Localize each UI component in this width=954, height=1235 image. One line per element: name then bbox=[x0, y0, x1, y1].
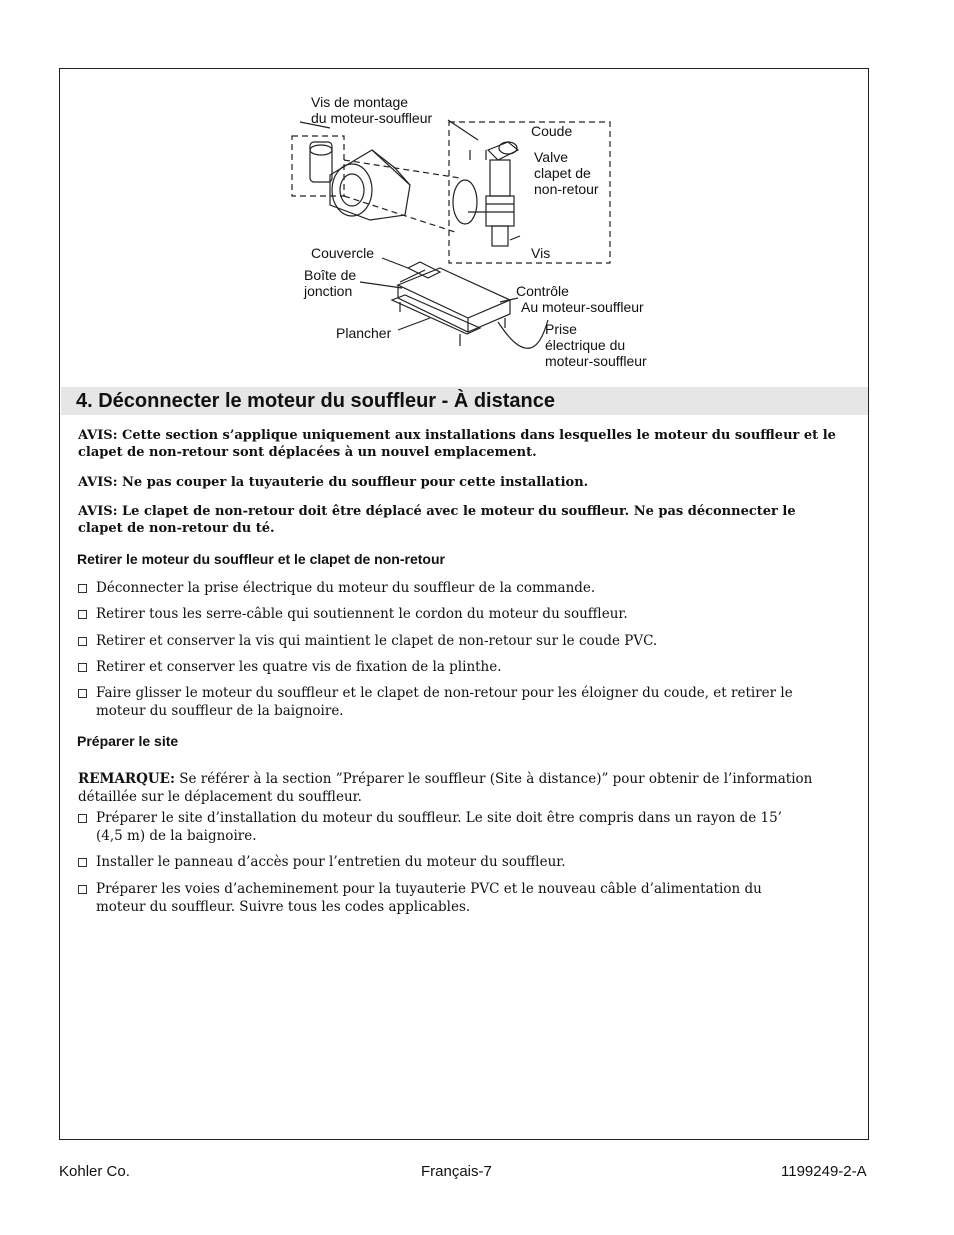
notice-3: AVIS: Le clapet de non-retour doit être déplacé avec le moteur du souffleur. Ne pas déconnecter le clapet de non-retour du té. bbox=[78, 504, 796, 536]
list-item bbox=[78, 853, 838, 871]
list-item-text: Installer le panneau d’accès pour l’entretien du moteur du souffleur. bbox=[96, 854, 566, 870]
label-plancher: Plancher bbox=[336, 325, 392, 341]
section-title: 4. Déconnecter le moteur du souffleur - À distance bbox=[76, 390, 555, 412]
list-item-text: Déconnecter la prise électrique du moteur du souffleur de la commande. bbox=[96, 580, 596, 596]
label-vis-montage: Vis de montage du moteur-souffleur bbox=[311, 94, 433, 126]
list-item bbox=[78, 658, 838, 676]
remark bbox=[78, 770, 838, 806]
label-au-moteur: Au moteur-souffleur bbox=[521, 299, 644, 315]
checkbox-square-icon bbox=[78, 584, 87, 593]
subsection-heading-remove: Retirer le moteur du souffleur et le clapet de non-retour bbox=[77, 551, 445, 567]
footer-page-number: Français-7 bbox=[421, 1163, 492, 1180]
list-item bbox=[78, 605, 838, 623]
list-item bbox=[78, 880, 798, 916]
label-controle: Contrôle bbox=[516, 283, 569, 299]
remark-label: REMARQUE: bbox=[78, 771, 175, 787]
list-item-text: Retirer tous les serre-câble qui soutiennent le cordon du moteur du souffleur. bbox=[96, 606, 628, 622]
label-valve: Valve clapet de non-retour bbox=[534, 149, 599, 197]
notice-2: AVIS: Ne pas couper la tuyauterie du souffleur pour cette installation. bbox=[78, 475, 589, 490]
section-heading-bar bbox=[61, 387, 868, 415]
remark-text: Se référer à la section ”Préparer le souffleur (Site à distance)” pour obtenir de l’information détaillée sur le déplacement du souffleur. bbox=[78, 771, 813, 805]
list-item-text: Faire glisser le moteur du souffleur et le clapet de non-retour pour les éloigner du coude, et retirer le moteur du souffleur de la baignoire. bbox=[96, 685, 793, 719]
checkbox-square-icon bbox=[78, 814, 87, 823]
label-vis: Vis bbox=[531, 245, 551, 261]
subsection-heading-prepare: Préparer le site bbox=[77, 733, 179, 749]
list-item-text: Préparer les voies d’acheminement pour la tuyauterie PVC et le nouveau câble d’alimentation du moteur du souffleur. Suivre tous les codes applicables. bbox=[96, 881, 762, 915]
list-item bbox=[78, 684, 798, 720]
checkbox-square-icon bbox=[78, 663, 87, 672]
list-item bbox=[78, 579, 838, 597]
list-item bbox=[78, 809, 808, 845]
notice-1: AVIS: Cette section s’applique uniquement aux installations dans lesquelles le moteur du souffleur et le clapet de non-retour sont déplacées à un nouvel emplacement. bbox=[78, 428, 836, 460]
checkbox-square-icon bbox=[78, 689, 87, 698]
label-coude: Coude bbox=[531, 123, 573, 139]
checkbox-square-icon bbox=[78, 885, 87, 894]
list-item-text: Retirer et conserver la vis qui maintient le clapet de non-retour sur le coude PVC. bbox=[96, 633, 658, 649]
footer-document-code: 1199249-2-A bbox=[781, 1163, 867, 1180]
blower-illustration bbox=[0, 0, 954, 400]
checkbox-square-icon bbox=[78, 637, 87, 646]
label-couvercle: Couvercle bbox=[311, 245, 375, 261]
footer-company: Kohler Co. bbox=[59, 1163, 130, 1180]
checkbox-square-icon bbox=[78, 610, 87, 619]
label-prise: Prise électrique du moteur-souffleur bbox=[545, 321, 647, 369]
checkbox-square-icon bbox=[78, 858, 87, 867]
label-boite-jonction: Boîte de jonction bbox=[304, 267, 357, 299]
list-item bbox=[78, 632, 838, 650]
list-item-text: Retirer et conserver les quatre vis de fixation de la plinthe. bbox=[96, 659, 502, 675]
list-item-text: Préparer le site d’installation du moteur du souffleur. Le site doit être compris dans un rayon de 15’ (4,5 m) de la baignoire. bbox=[96, 810, 782, 844]
